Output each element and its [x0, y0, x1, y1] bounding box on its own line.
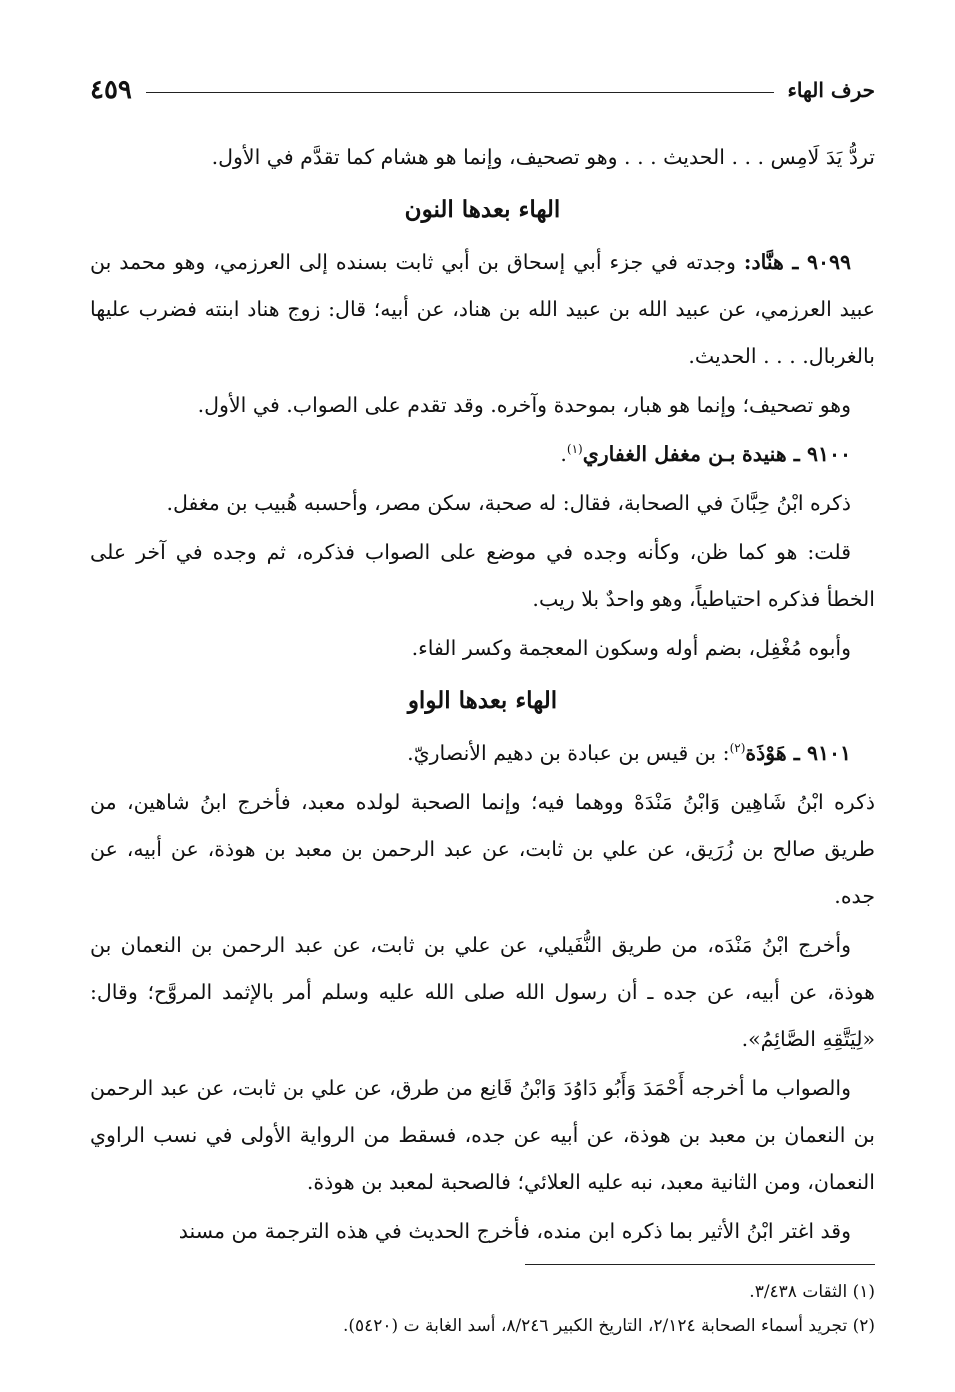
entry-end: . — [560, 442, 567, 466]
entry-9101-paragraph-1: ذكره ابْنُ شَاهِين وَابْنُ مَنْدَهْ ووهما فيه؛ وإنما الصحبة لولده معبد، فأخرج ابنُ شاهين، من طريق صالح بن زُرَيق، عن علي بن ثابت، عن عبد الرحمن بن معبد بن هوذة، عن أبيه، عن جده. — [90, 790, 875, 908]
entry-number: ٩٠٩٩ ـ هنَّاد: — [743, 250, 851, 274]
section-heading-waw: الهاء بعدها الواو — [407, 687, 558, 714]
entry-9100-paragraph-2: قلت: هو كما ظن، وكأنه وجده في موضع على الصواب فذكره، ثم وجده في آخر على الخطأ فذكره احتياطياً، وهو واحدٌ بلا ريب. — [90, 540, 875, 611]
entry-9099 — [90, 239, 875, 380]
entry-9101 — [90, 730, 875, 777]
entry-number: ٩١٠٠ ـ هنيدة — [741, 442, 851, 466]
page-header — [90, 70, 875, 110]
entry-name: بـن مغفل الغفاري — [582, 442, 736, 466]
entry-9101-paragraph-4: وقد اغتر ابْنُ الأثير بما ذكره ابن منده، فأخرج الحديث في هذه الترجمة من مسند — [178, 1219, 851, 1243]
footnotes — [90, 1264, 875, 1343]
page-body — [90, 134, 875, 1255]
header-rule — [146, 92, 774, 93]
entry-text: وجدته في جزء أبي إسحاق بن أبي ثابت بسنده إلى العرزمي، وهو محمد بن عبيد العرزمي، عن عبيد الله بن عبيد الله بن هناد، عن أبيه؛ قال: زوج هناد ابنته فضرب عليها بالغربال. . . . الحديث. — [90, 250, 875, 368]
book-page — [90, 70, 875, 1360]
footnote-separator — [525, 1264, 875, 1265]
footnote-ref[interactable]: (١) — [566, 442, 583, 457]
entry-9100 — [90, 431, 875, 478]
entry-9100-paragraph-3: وأبوه مُغْفِل، بضم أوله وسكون المعجمة وكسر الفاء. — [411, 636, 851, 660]
footnote-2: (٢) تجريد أسماء الصحابة ٢/١٢٤، التاريخ الكبير ٨/٢٤٦، أسد الغابة ت (٥٤٢٠). — [342, 1316, 875, 1336]
entry-9101-paragraph-3: والصواب ما أخرجه أَحْمَدَ وَأَبُو دَاوُدَ وَابْنُ قَانِع من طرق، عن علي بن ثابت، عن عبد الرحمن بن النعمان بن معبد بن هوذة، عن أبيه عن جده، فسقط من الرواية الأولى في نسب الراوي النعمان، ومن الثانية معبد، نبه عليه العلائي؛ فالصحبة لمعبد بن هوذة. — [90, 1076, 875, 1194]
footnote-ref[interactable]: (٢) — [729, 741, 746, 756]
entry-number: ٩١٠١ ـ هَوْذَة — [745, 741, 851, 765]
chapter-title: حرف الهاء — [787, 78, 875, 102]
page-number: ٤٥٩ — [90, 75, 132, 105]
section-heading-noon: الهاء بعدها النون — [404, 196, 561, 223]
entry-text: : بن قيس بن عبادة بن دهيم الأنصاريّ. — [407, 741, 730, 765]
entry-9101-paragraph-2: وأخرج ابْنُ مَنْدَه، من طريق النُّفَيلي، عن علي بن ثابت، عن عبد الرحمن بن النعمان بن هوذة، عن أبيه، عن جده ـ أن رسول الله صلى الله عليه وسلم أمر بالإثمد المروَّح؛ وقال: «لِيَتَّقِهِ الصَّائِمُ». — [90, 933, 875, 1051]
footnote-1: (١) الثقات ٣/٤٣٨. — [749, 1282, 875, 1302]
entry-9100-paragraph-1: ذكره ابْنُ حِبَّانَ في الصحابة، فقال: له صحبة، سكن مصر، وأحسبه هُبيب بن مغفل. — [166, 491, 851, 515]
continuation-paragraph: تردُّ يَدَ لَامِس . . . الحديث . . . وهو تصحيف، وإنما هو هشام كما تقدَّم في الأول. — [211, 145, 875, 169]
entry-9099-note: وهو تصحيف؛ وإنما هو هبار، بموحدة وآخره. وقد تقدم على الصواب. في الأول. — [197, 393, 851, 417]
